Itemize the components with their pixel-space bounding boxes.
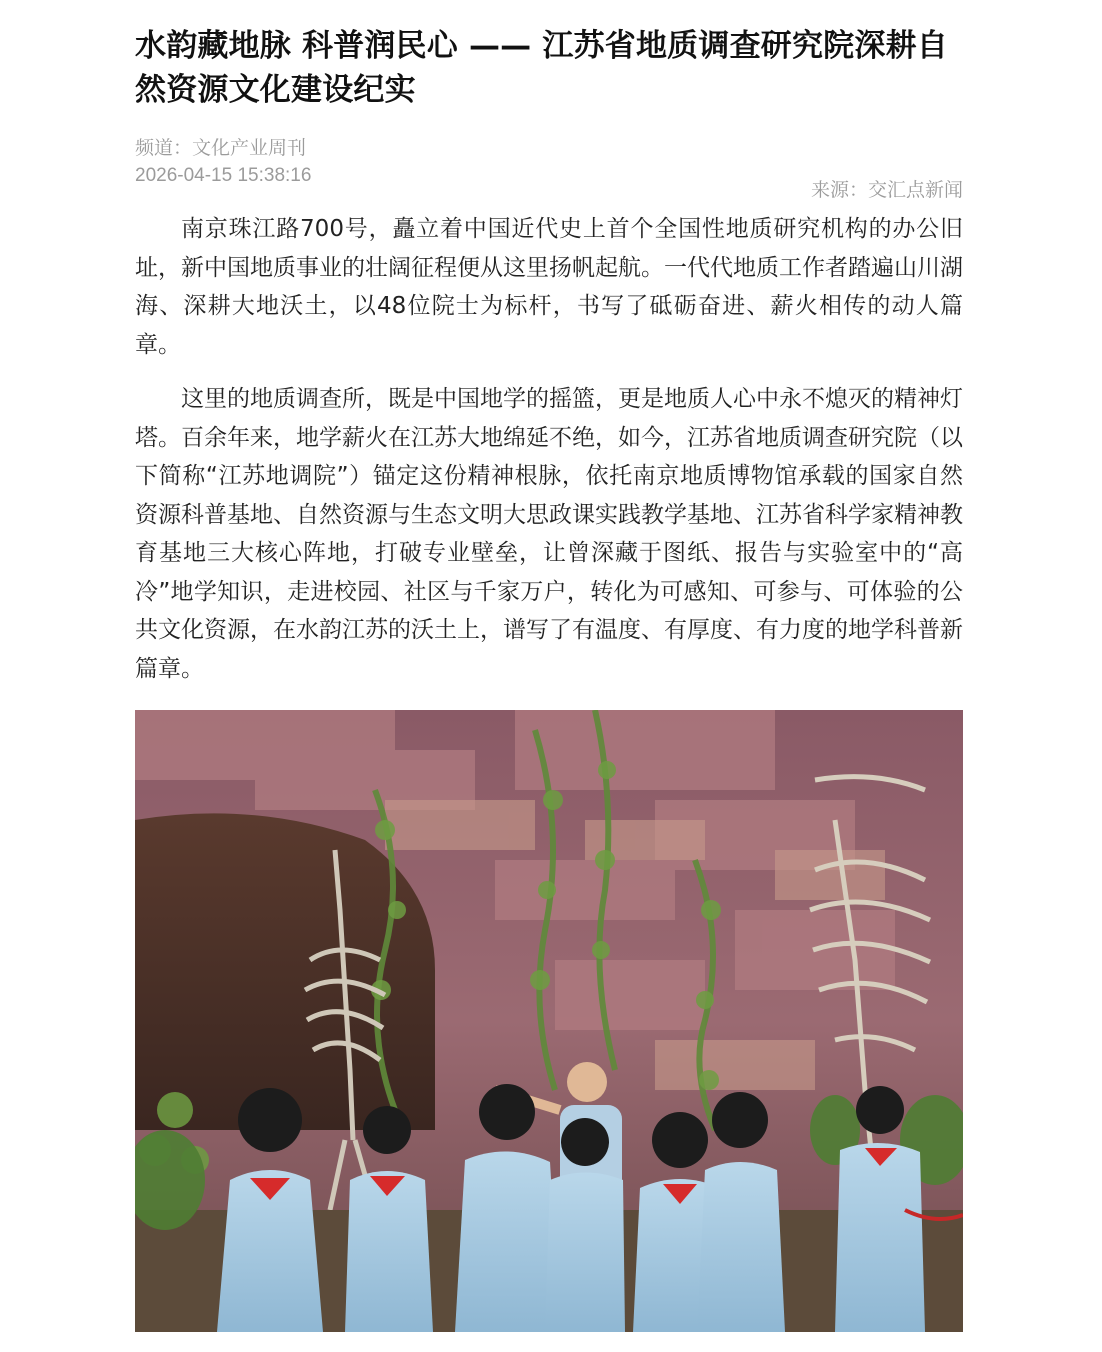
- source-label: 来源：交汇点新闻: [810, 179, 963, 201]
- channel-label: 频道：文化产业周刊: [135, 137, 307, 159]
- article-photo: [135, 710, 963, 1332]
- museum-photo-illustration: [135, 710, 963, 1332]
- article-title: 水韵藏地脉 科普润民心 —— 江苏省地质调查研究院深耕自然资源文化建设纪实: [135, 28, 948, 108]
- paragraph-2: 这里的地质调查所，既是中国地学的摇篮，更是地质人心中永不熄灭的精神灯塔。百余年来，地学薪火在江苏大地绵延不绝，如今，江苏省地质调查研究院（以下简称“江苏地调院”）锚定这份精神根脉，依托南京地质博物馆承载的国家自然资源科普基地、自然资源与生态文明大思政课实践教学基地、江苏省科学家精神教育基地三大核心阵地，打破专业壁垒，让曾深藏于图纸、报告与实验室中的“高冷”地学知识，走进校园、社区与千家万户，转化为可感知、可参与、可体验的公共文化资源，在水韵江苏的沃土上，谱写了有温度、有厚度、有力度的地学科普新篇章。: [135, 386, 963, 682]
- publish-datetime: 2026-04-15 15:38:16: [135, 165, 312, 186]
- article-meta: [135, 134, 963, 201]
- paragraph-1: 南京珠江路700号，矗立着中国近代史上首个全国性地质研究机构的办公旧址，新中国地质事业的壮阔征程便从这里扬帆起航。一代代地质工作者踏遍山川湖海、深耕大地沃土，以48位院士为标杆，书写了砥砺奋进、薪火相传的动人篇章。: [135, 216, 963, 358]
- article: [135, 24, 963, 1332]
